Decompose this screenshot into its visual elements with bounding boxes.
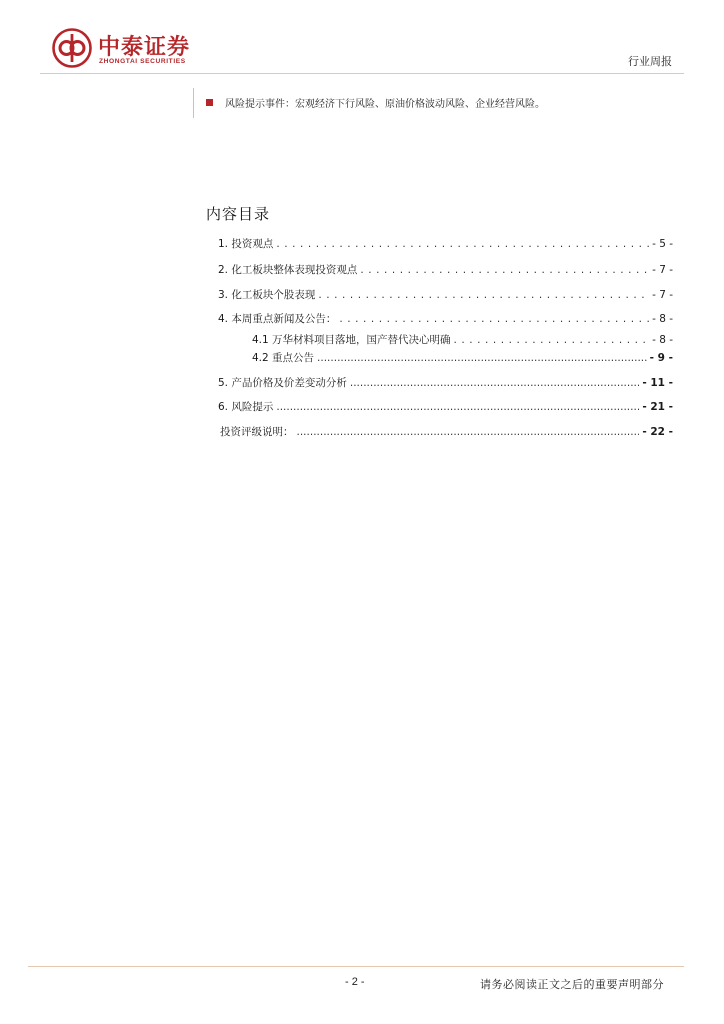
toc-entry-3[interactable]: [218, 287, 673, 303]
toc-entry-label: 2. 化工板块整体表现投资观点: [218, 264, 358, 276]
toc-leader-dots: [318, 289, 649, 301]
logo-english-name: ZHONGTAI SECURITIES: [99, 58, 186, 65]
toc-entry-label: 4.1 万华材料项目落地，国产替代决心明确: [252, 334, 451, 346]
toc-entry-page: - 7 -: [652, 289, 673, 301]
toc-leader-dots: [276, 401, 639, 413]
toc-entry-4-2[interactable]: [252, 350, 673, 366]
toc-entry-page: - 7 -: [652, 264, 673, 276]
company-logo: [52, 28, 222, 72]
toc-entry-4-1[interactable]: [252, 332, 673, 348]
toc-leader-dots: [360, 264, 649, 276]
toc-entry-2[interactable]: [218, 262, 673, 278]
footer-disclaimer: 请务必阅读正文之后的重要声明部分: [480, 978, 664, 991]
toc-entry-rating[interactable]: [220, 424, 673, 440]
toc-leader-dots: [350, 377, 640, 389]
toc-leader-dots: [339, 313, 649, 325]
toc-entry-label: 4. 本周重点新闻及公告：: [218, 313, 337, 325]
risk-accent-bar: [193, 88, 194, 118]
risk-warning-text: 风险提示事件：宏观经济下行风险、原油价格波动风险、企业经营风险。: [225, 99, 545, 110]
toc-leader-dots: [454, 334, 650, 346]
toc-entry-label: 3. 化工板块个股表现: [218, 289, 316, 301]
toc-entry-label: 4.2 重点公告: [252, 352, 315, 364]
logo-chinese-name: 中泰证券: [98, 35, 191, 60]
toc-entry-page: - 8 -: [652, 313, 673, 325]
square-bullet-icon: [206, 99, 213, 106]
toc-entry-1[interactable]: [218, 236, 673, 252]
toc-entry-page: - 22 -: [642, 426, 673, 438]
toc-entry-page: - 9 -: [649, 352, 673, 364]
toc-entry-page: - 11 -: [642, 377, 673, 389]
toc-entry-4[interactable]: [218, 311, 673, 327]
toc-entry-page: - 5 -: [652, 238, 673, 250]
zhongtai-logo-icon: [52, 28, 92, 68]
toc-entry-label: 1. 投资观点: [218, 238, 274, 250]
header-divider: [40, 73, 684, 74]
toc-leader-dots: [297, 426, 640, 438]
toc-entry-6[interactable]: [218, 399, 673, 415]
toc-entry-5[interactable]: [218, 375, 673, 391]
toc-entry-label: 6. 风险提示: [218, 401, 274, 413]
toc-entry-page: - 21 -: [642, 401, 673, 413]
risk-warning: [206, 95, 545, 110]
footer-divider: [28, 966, 684, 967]
toc-entry-label: 5. 产品价格及价差变动分析: [218, 377, 347, 389]
toc-entry-page: - 8 -: [652, 334, 673, 346]
toc-entry-label: 投资评级说明：: [220, 426, 294, 438]
report-type-label: 行业周报: [628, 55, 672, 68]
toc-title: 内容目录: [206, 205, 271, 223]
toc-leader-dots: [317, 352, 647, 364]
toc-leader-dots: [276, 238, 649, 250]
page-number: - 2 -: [345, 976, 365, 988]
